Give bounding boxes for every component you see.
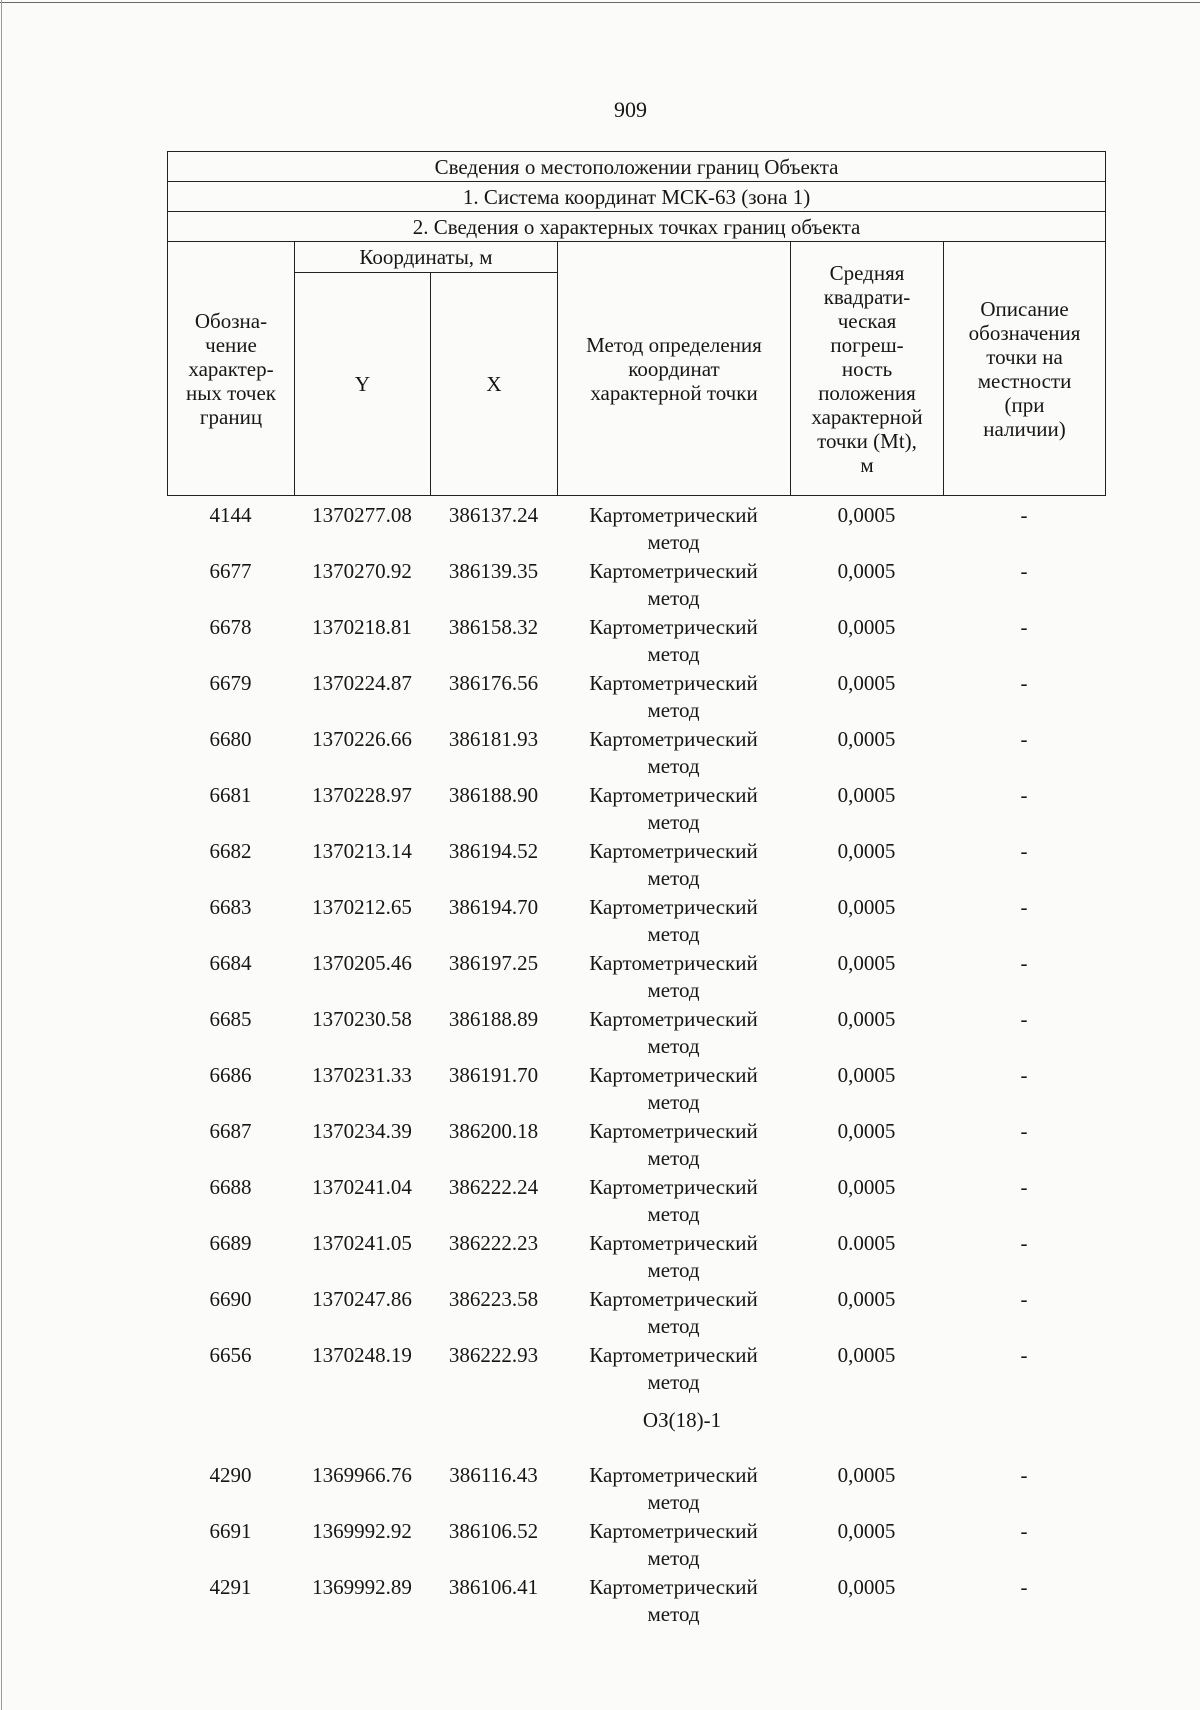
col-error-line: м	[860, 452, 874, 477]
method-line: Картометрический	[589, 1007, 758, 1031]
method	[557, 1006, 790, 1060]
method-line: Картометрический	[589, 783, 758, 807]
scan-left-edge	[1, 0, 2, 1710]
coord-y: 1370218.81	[312, 615, 412, 639]
col-error-line: ческая	[837, 308, 897, 333]
point-id: 6683	[209, 895, 252, 919]
description: -	[1020, 727, 1028, 751]
coordinate-system: 1. Система координат МСК-63 (зона 1)	[168, 182, 1106, 212]
col-designation-header	[168, 242, 295, 496]
table-row	[167, 894, 1105, 950]
error-value: 0,0005	[837, 1119, 896, 1143]
coord-x: 386106.41	[448, 1575, 539, 1599]
description: -	[1020, 1231, 1028, 1255]
coord-y: 1370226.66	[312, 727, 412, 751]
point-id: 4144	[209, 503, 252, 527]
description: -	[1020, 1463, 1028, 1487]
point-id: 6688	[209, 1175, 252, 1199]
coord-y: 1370241.05	[312, 1231, 412, 1255]
point-id: 6686	[209, 1063, 252, 1087]
coord-x: 386116.43	[449, 1463, 538, 1487]
col-method-line: координат	[628, 356, 720, 381]
method-line: метод	[647, 530, 700, 554]
table-row	[167, 1118, 1105, 1174]
coord-y: 1370205.46	[312, 951, 412, 975]
description: -	[1020, 1287, 1028, 1311]
method	[557, 1518, 790, 1572]
point-id: 6679	[209, 671, 252, 695]
coord-x: 386194.70	[448, 895, 539, 919]
error-value: 0,0005	[837, 1343, 896, 1367]
col-error-header	[791, 242, 944, 496]
error-value: 0,0005	[837, 671, 896, 695]
method	[557, 894, 790, 948]
point-id: 4290	[209, 1463, 252, 1487]
method	[557, 614, 790, 668]
coord-y: 1370241.04	[312, 1175, 412, 1199]
coord-x: 386137.24	[448, 503, 539, 527]
coord-y: 1370212.65	[312, 895, 412, 919]
point-id: 4291	[209, 1575, 252, 1599]
method-line: метод	[647, 1034, 700, 1058]
description: -	[1020, 951, 1028, 975]
coord-x: 386188.90	[448, 783, 539, 807]
method-line: Картометрический	[589, 727, 758, 751]
coord-x: 386222.93	[448, 1343, 539, 1367]
method-line: Картометрический	[589, 1343, 758, 1367]
col-description-line: Описание	[980, 296, 1069, 321]
col-error-line: Средняя	[829, 260, 905, 285]
method	[557, 1574, 790, 1628]
description: -	[1020, 1175, 1028, 1199]
description: -	[1020, 783, 1028, 807]
table-row	[167, 1006, 1105, 1062]
method-line: Картометрический	[589, 1463, 758, 1487]
col-method-header	[558, 242, 791, 496]
method	[557, 502, 790, 556]
table-row	[167, 1574, 1105, 1630]
table-row	[167, 614, 1105, 670]
coord-y: 1370247.86	[312, 1287, 412, 1311]
section-label: ОЗ(18)-1	[642, 1408, 722, 1432]
error-value: 0,0005	[837, 1175, 896, 1199]
coord-x: 386188.89	[448, 1007, 539, 1031]
method-line: метод	[647, 922, 700, 946]
coord-y: 1370228.97	[312, 783, 412, 807]
col-method-line: характерной точки	[590, 380, 758, 405]
coord-x: 386106.52	[448, 1519, 539, 1543]
method-line: Картометрический	[589, 1231, 758, 1255]
point-id: 6682	[209, 839, 252, 863]
coord-x: 386222.24	[448, 1175, 539, 1199]
col-description-line: обозначения	[968, 320, 1081, 345]
error-value: 0,0005	[837, 951, 896, 975]
method-line: Картометрический	[589, 951, 758, 975]
col-error-line: характерной	[811, 404, 923, 429]
point-id: 6680	[209, 727, 252, 751]
point-id: 6684	[209, 951, 252, 975]
coord-y: 1370270.92	[312, 559, 412, 583]
coord-y: 1369992.89	[312, 1575, 412, 1599]
method-line: метод	[647, 642, 700, 666]
description: -	[1020, 615, 1028, 639]
error-value: 0,0005	[837, 895, 896, 919]
method-line: Картометрический	[589, 671, 758, 695]
error-value: 0,0005	[837, 1287, 896, 1311]
table-row	[167, 670, 1105, 726]
coord-x: 386222.23	[448, 1231, 539, 1255]
point-id: 6691	[209, 1519, 252, 1543]
col-designation-line: Обозна-	[194, 308, 268, 333]
coord-y: 1370224.87	[312, 671, 412, 695]
col-error-line: положения	[818, 380, 916, 405]
point-id: 6681	[209, 783, 252, 807]
coord-x: 386191.70	[448, 1063, 539, 1087]
coord-y: 1370248.19	[312, 1343, 412, 1367]
coord-x: 386176.56	[448, 671, 539, 695]
description: -	[1020, 1119, 1028, 1143]
method-line: метод	[647, 866, 700, 890]
scan-top-edge	[0, 2, 1200, 3]
error-value: 0,0005	[837, 1519, 896, 1543]
table-row	[167, 1230, 1105, 1286]
method-line: Картометрический	[589, 559, 758, 583]
col-x-header: X	[431, 273, 558, 496]
error-value: 0,0005	[837, 615, 896, 639]
table-row	[167, 838, 1105, 894]
method-line: метод	[647, 1202, 700, 1226]
method-line: метод	[647, 978, 700, 1002]
col-y-header: Y	[295, 273, 431, 496]
coord-y: 1370231.33	[312, 1063, 412, 1087]
method-line: Картометрический	[589, 1519, 758, 1543]
point-id: 6678	[209, 615, 252, 639]
col-designation-line: ных точек	[185, 380, 277, 405]
description: -	[1020, 895, 1028, 919]
coord-y: 1370277.08	[312, 503, 412, 527]
col-description-line: точки на	[986, 344, 1063, 369]
table-row	[167, 1342, 1105, 1398]
error-value: 0,0005	[837, 559, 896, 583]
method-line: метод	[647, 1258, 700, 1282]
col-description-header	[944, 242, 1106, 496]
table-row	[167, 1286, 1105, 1342]
table-row	[167, 1518, 1105, 1574]
method	[557, 1118, 790, 1172]
method-line: метод	[647, 586, 700, 610]
error-value: 0,0005	[837, 1575, 896, 1599]
col-description-line: местности	[977, 368, 1072, 393]
method-line: Картометрический	[589, 839, 758, 863]
description: -	[1020, 1575, 1028, 1599]
method	[557, 838, 790, 892]
method	[557, 726, 790, 780]
col-method-line: Метод определения	[586, 332, 762, 357]
coord-x: 386200.18	[448, 1119, 539, 1143]
method-line: метод	[647, 1546, 700, 1570]
method-line: Картометрический	[589, 1287, 758, 1311]
col-error-line: погреш-	[830, 332, 904, 357]
coord-y: 1369966.76	[312, 1463, 412, 1487]
description: -	[1020, 1343, 1028, 1367]
col-description-line: (при	[1004, 392, 1045, 417]
coord-x: 386139.35	[448, 559, 539, 583]
table-row	[167, 1174, 1105, 1230]
error-value: 0,0005	[837, 1463, 896, 1487]
description: -	[1020, 839, 1028, 863]
method-line: метод	[647, 698, 700, 722]
col-designation-line: чение	[205, 332, 257, 357]
method	[557, 670, 790, 724]
method-line: метод	[647, 1490, 700, 1514]
page-number: 909	[614, 97, 647, 122]
method-line: метод	[647, 1370, 700, 1394]
coord-x: 386223.58	[448, 1287, 539, 1311]
method	[557, 1230, 790, 1284]
method-line: метод	[647, 754, 700, 778]
error-value: 0,0005	[837, 839, 896, 863]
method	[557, 1342, 790, 1396]
point-id: 6687	[209, 1119, 252, 1143]
method-line: Картометрический	[589, 615, 758, 639]
coord-x: 386197.25	[448, 951, 539, 975]
method-line: метод	[647, 1146, 700, 1170]
method-line: метод	[647, 1314, 700, 1338]
method-line: Картометрический	[589, 1575, 758, 1599]
point-id: 6690	[209, 1287, 252, 1311]
description: -	[1020, 1519, 1028, 1543]
coord-x: 386158.32	[448, 615, 539, 639]
error-value: 0,0005	[837, 783, 896, 807]
method	[557, 782, 790, 836]
method-line: Картометрический	[589, 895, 758, 919]
table-row	[167, 950, 1105, 1006]
error-value: 0,0005	[837, 727, 896, 751]
table-row	[167, 1462, 1105, 1518]
method	[557, 1462, 790, 1516]
description: -	[1020, 671, 1028, 695]
coord-x: 386181.93	[448, 727, 539, 751]
col-coordinates-header: Координаты, м	[295, 242, 558, 273]
coord-y: 1369992.92	[312, 1519, 412, 1543]
error-value: 0,0005	[837, 503, 896, 527]
description: -	[1020, 1063, 1028, 1087]
point-id: 6689	[209, 1231, 252, 1255]
error-value: 0.0005	[837, 1231, 896, 1255]
error-value: 0,0005	[837, 1007, 896, 1031]
method-line: метод	[647, 810, 700, 834]
coord-x: 386194.52	[448, 839, 539, 863]
description: -	[1020, 503, 1028, 527]
col-error-line: ность	[841, 356, 893, 381]
method-line: Картометрический	[589, 503, 758, 527]
table-row	[167, 726, 1105, 782]
method	[557, 1286, 790, 1340]
method-line: метод	[647, 1602, 700, 1626]
point-id: 6677	[209, 559, 252, 583]
error-value: 0,0005	[837, 1063, 896, 1087]
col-designation-line: границ	[199, 404, 263, 429]
table-row	[167, 558, 1105, 614]
method	[557, 558, 790, 612]
method	[557, 1174, 790, 1228]
header-table	[167, 151, 1106, 496]
col-error-line: точки (Mt),	[817, 428, 917, 453]
method-line: метод	[647, 1090, 700, 1114]
table-row	[167, 782, 1105, 838]
method	[557, 1062, 790, 1116]
coord-y: 1370234.39	[312, 1119, 412, 1143]
col-error-line: квадрати-	[823, 284, 911, 309]
table-title: Сведения о местоположении границ Объекта	[168, 152, 1106, 182]
description: -	[1020, 1007, 1028, 1031]
points-title: 2. Сведения о характерных точках границ объекта	[168, 212, 1106, 242]
point-id: 6685	[209, 1007, 252, 1031]
table-row	[167, 502, 1105, 558]
coord-y: 1370213.14	[312, 839, 412, 863]
method-line: Картометрический	[589, 1175, 758, 1199]
col-description-line: наличии)	[983, 416, 1066, 441]
method-line: Картометрический	[589, 1063, 758, 1087]
point-id: 6656	[209, 1343, 252, 1367]
method	[557, 950, 790, 1004]
description: -	[1020, 559, 1028, 583]
table-row	[167, 1062, 1105, 1118]
coord-y: 1370230.58	[312, 1007, 412, 1031]
col-designation-line: характер-	[188, 356, 274, 381]
method-line: Картометрический	[589, 1119, 758, 1143]
